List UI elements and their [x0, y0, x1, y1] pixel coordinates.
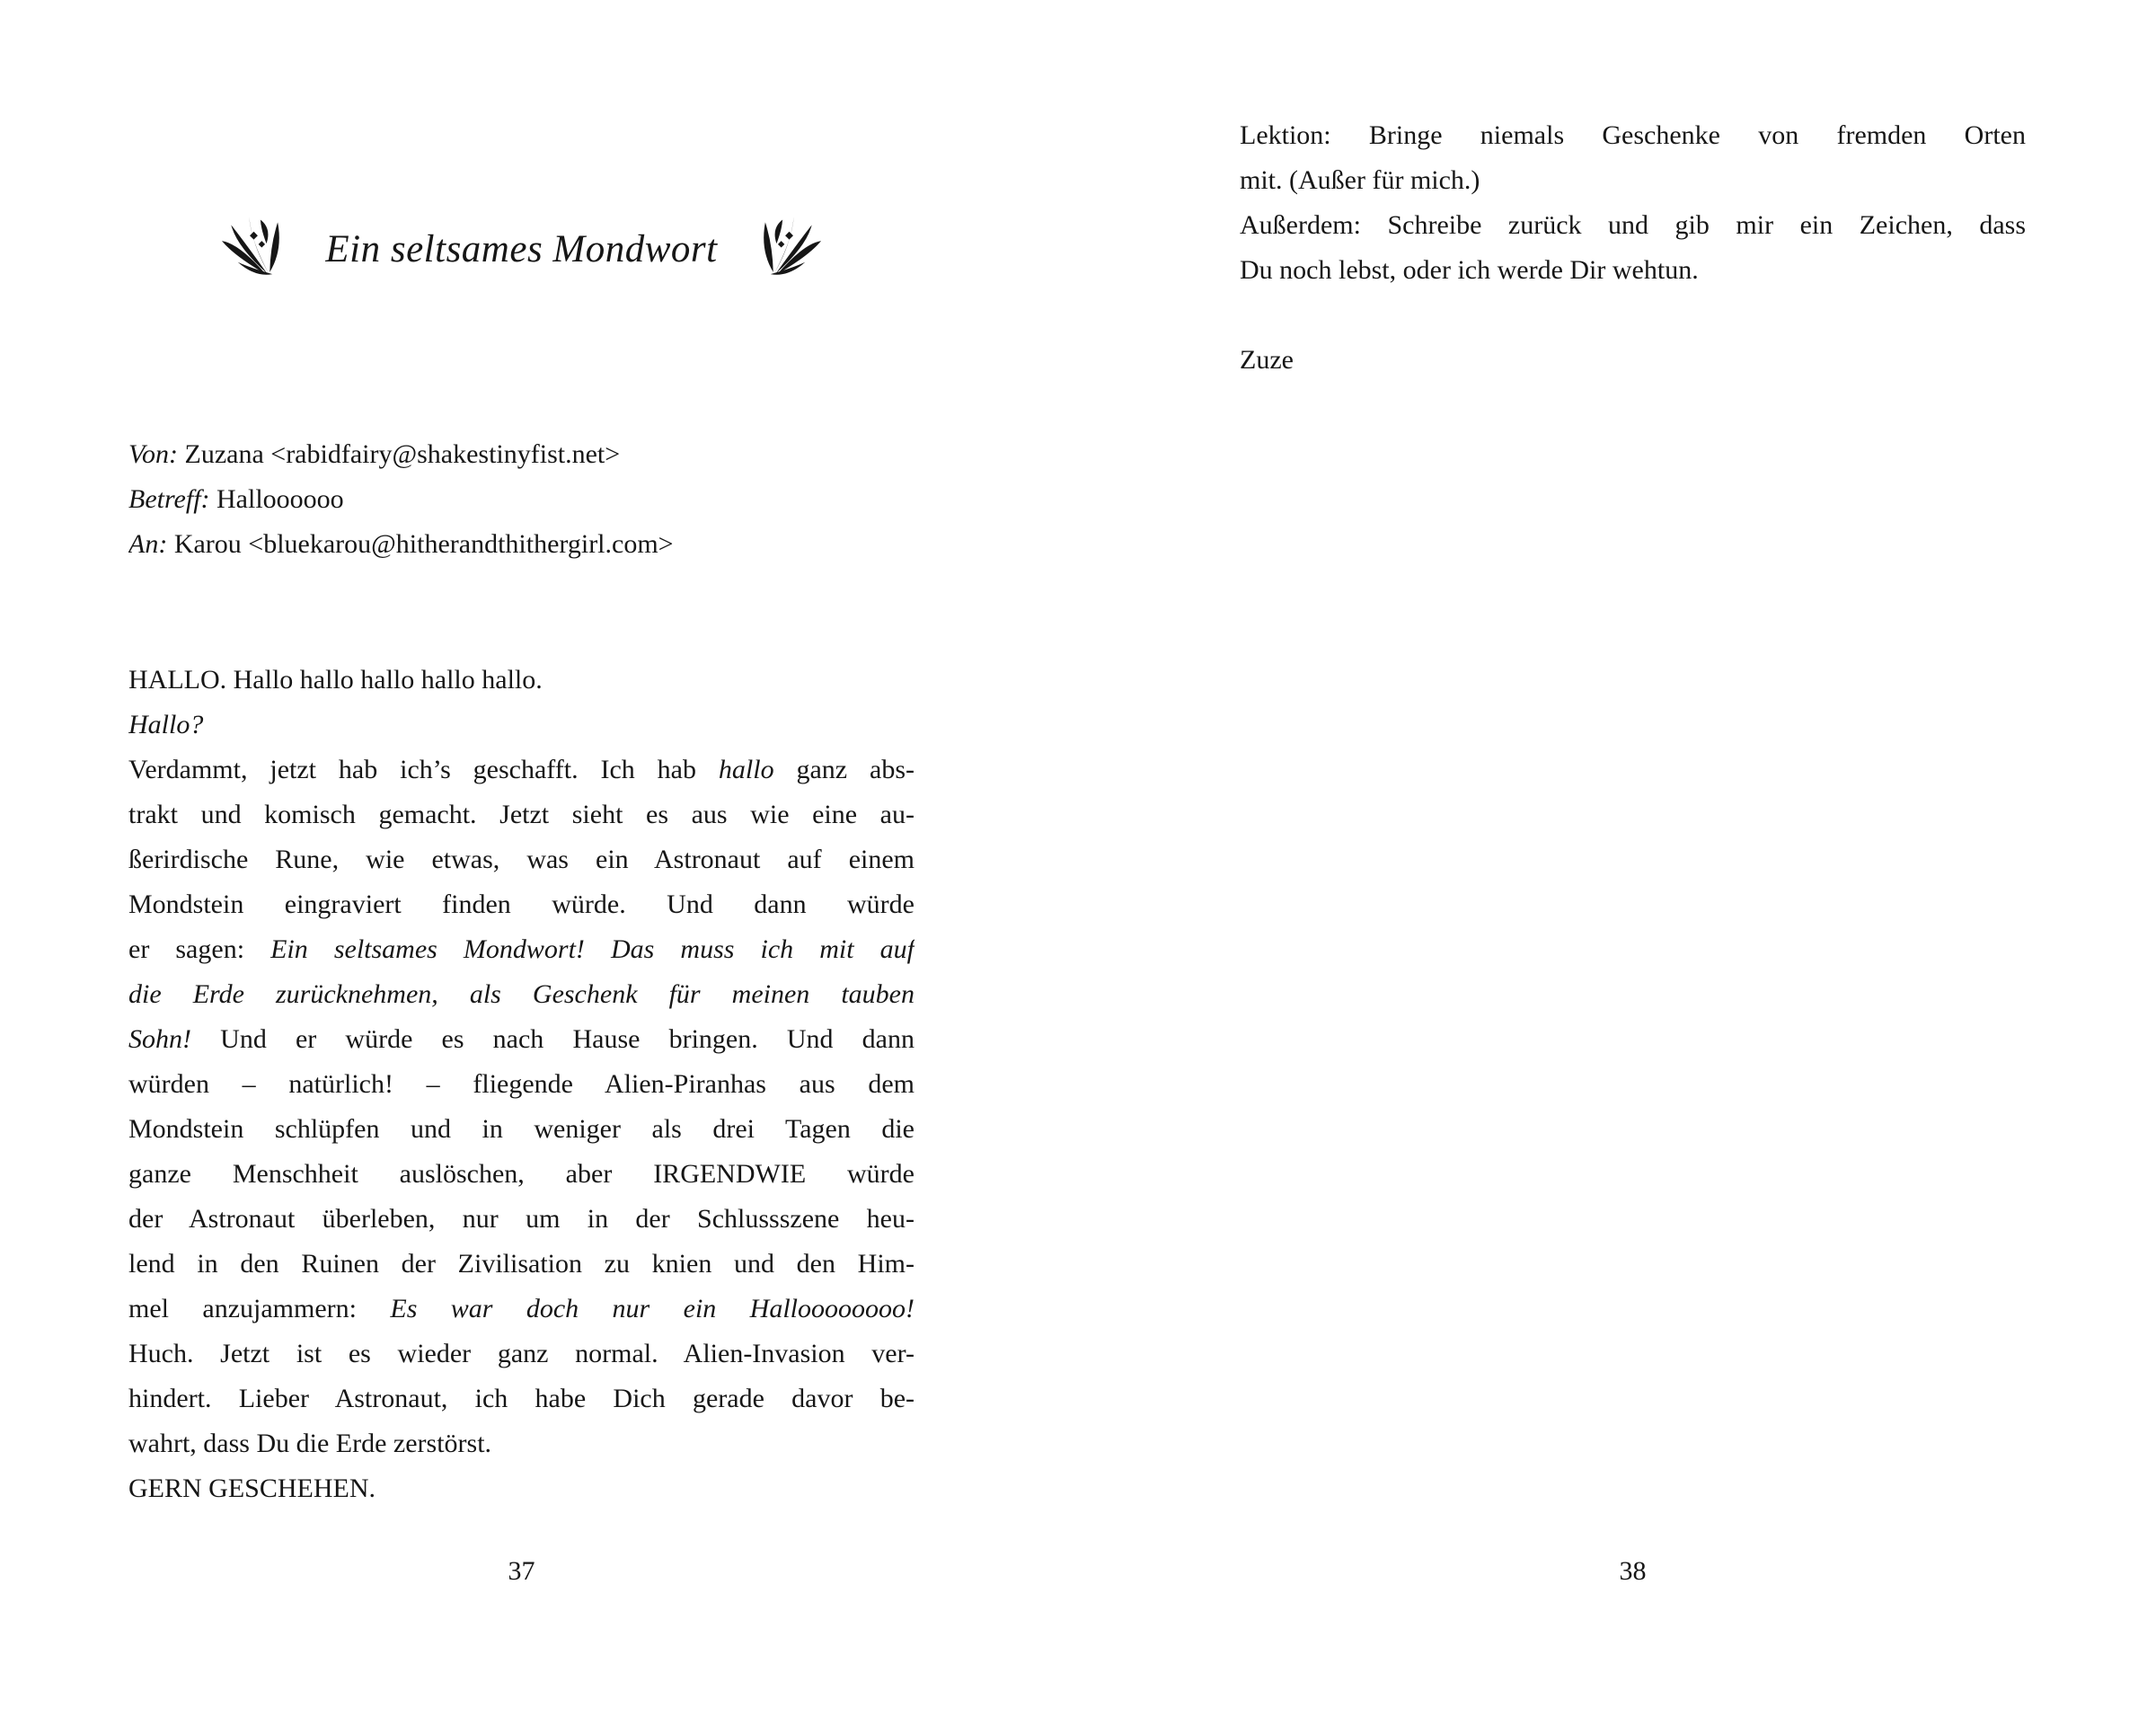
page-number-right: 38 — [1619, 1556, 1647, 1586]
text-segment: Du noch lebst, oder ich werde Dir wehtun. — [1240, 255, 1699, 285]
text-segment: GERN GESCHEHEN. — [128, 1474, 376, 1503]
text-segment: mel anzujammern: — [128, 1294, 391, 1323]
text-line — [128, 1332, 915, 1376]
page-37 — [128, 0, 915, 1717]
text-segment: ßerirdische Rune, wie etwas, was ein Astronaut auf einem — [128, 845, 915, 874]
italic-text-segment: Ein seltsames Mondwort! Das muss ich mit auf — [270, 934, 915, 964]
text-segment: Mondstein schlüpfen und in weniger als drei Tagen die — [128, 1114, 915, 1144]
text-segment: der Astronaut überleben, nur um in der Schlussszene heu- — [128, 1204, 915, 1234]
text-line — [1240, 158, 2026, 203]
text-line — [128, 1466, 915, 1511]
text-line — [128, 837, 915, 882]
italic-text-segment: Es war doch nur ein Halloooooooo! — [390, 1294, 915, 1323]
floral-flourish-right-icon — [757, 212, 824, 286]
text-line — [128, 1197, 915, 1242]
text-segment: Mondstein eingraviert finden würde. Und dann würde — [128, 889, 915, 919]
text-line — [128, 658, 915, 703]
text-line — [1240, 293, 2026, 338]
text-segment: Huch. Jetzt ist es wieder ganz normal. Alien-Invasion ver- — [128, 1339, 915, 1368]
italic-text-segment: Hallo? — [128, 710, 204, 739]
email-body-text — [128, 658, 915, 1511]
text-line — [128, 432, 915, 477]
text-line — [128, 748, 915, 792]
text-line — [1240, 248, 2026, 293]
text-segment: Und er würde es nach Hause bringen. Und dann — [191, 1024, 915, 1054]
text-line — [128, 882, 915, 927]
text-segment: mit. (Außer für mich.) — [1240, 165, 1480, 195]
text-line — [1240, 338, 2026, 383]
text-line — [128, 1017, 915, 1062]
italic-text-segment: Betreff: — [128, 484, 210, 514]
text-segment: Lektion: Bringe niemals Geschenke von fremden Orten — [1240, 120, 2026, 150]
text-segment: trakt und komisch gemacht. Jetzt sieht es aus wie eine au- — [128, 800, 915, 829]
text-line — [128, 1287, 915, 1332]
text-segment: ganze Menschheit auslöschen, aber IRGENDWIE würde — [128, 1159, 915, 1189]
italic-text-segment: Von: — [128, 439, 178, 469]
text-segment: würden – natürlich! – fliegende Alien-Piranhas aus dem — [128, 1069, 915, 1099]
chapter-title: Ein seltsames Mondwort — [325, 227, 718, 270]
text-line — [128, 927, 915, 972]
text-line — [128, 972, 915, 1017]
text-segment: Halloooooo — [209, 484, 344, 514]
page-number-left: 37 — [508, 1556, 535, 1586]
text-line — [128, 1107, 915, 1152]
text-line — [128, 1152, 915, 1197]
italic-text-segment: Sohn! — [128, 1024, 191, 1054]
text-line — [128, 792, 915, 837]
text-segment: hindert. Lieber Astronaut, ich habe Dich gerade davor be- — [128, 1384, 915, 1413]
text-segment: Verdammt, jetzt hab ich’s geschafft. Ich hab — [128, 755, 719, 784]
text-segment: Zuzana <rabidfairy@shakestinyfist.net> — [178, 439, 621, 469]
text-line — [128, 477, 915, 522]
italic-text-segment: An: — [128, 529, 168, 559]
text-segment: wahrt, dass Du die Erde zerstörst. — [128, 1429, 492, 1458]
italic-text-segment: hallo — [718, 755, 774, 784]
text-line — [128, 703, 915, 748]
text-segment: Zuze — [1240, 345, 1294, 375]
email-continuation-text — [1240, 113, 2026, 383]
text-segment: HALLO. Hallo hallo hallo hallo hallo. — [128, 665, 543, 695]
chapter-heading — [128, 212, 915, 286]
text-line — [128, 522, 915, 567]
text-line — [128, 1376, 915, 1421]
text-line — [128, 1421, 915, 1466]
page-38 — [1240, 0, 2026, 1717]
text-line — [1240, 203, 2026, 248]
email-header — [128, 432, 915, 567]
text-segment: lend in den Ruinen der Zivilisation zu knien und den Him- — [128, 1249, 915, 1279]
text-line — [128, 1062, 915, 1107]
text-segment: er sagen: — [128, 934, 271, 964]
text-line — [1240, 113, 2026, 158]
italic-text-segment: die Erde zurücknehmen, als Geschenk für meinen tauben — [128, 979, 915, 1009]
floral-flourish-left-icon — [219, 212, 286, 286]
text-segment: Karou <bluekarou@hitherandthithergirl.com> — [167, 529, 674, 559]
text-line — [128, 1242, 915, 1287]
text-segment: Außerdem: Schreibe zurück und gib mir ein Zeichen, dass — [1240, 210, 2026, 240]
text-segment: ganz abs- — [773, 755, 915, 784]
